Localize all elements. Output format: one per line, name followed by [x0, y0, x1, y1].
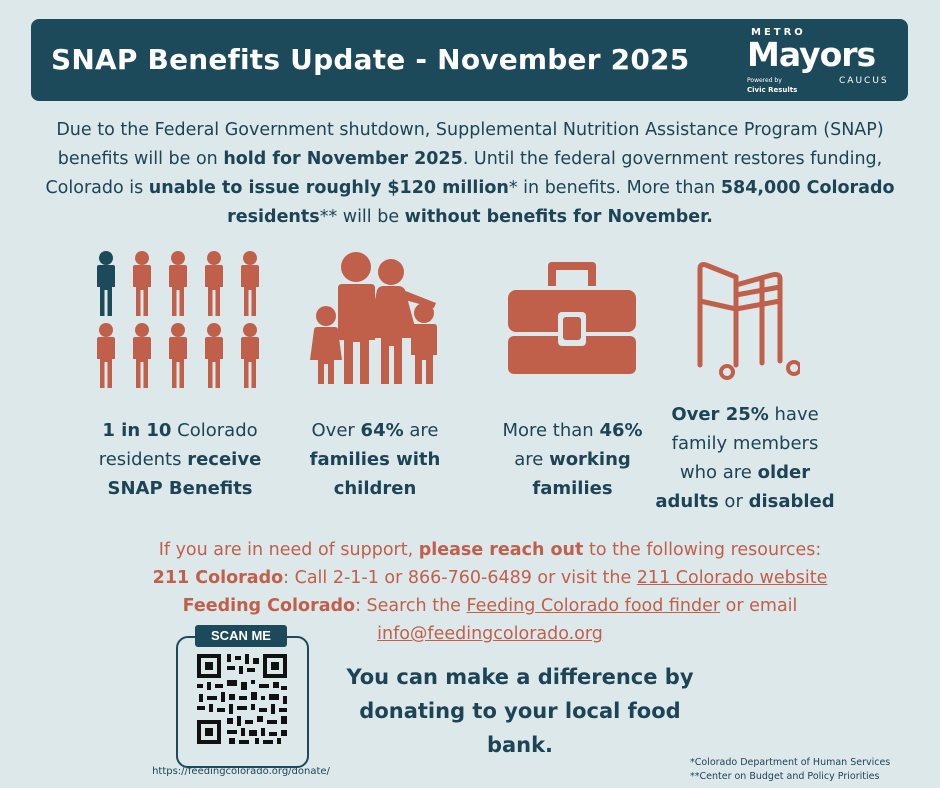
donate-message: You can make a difference by donating to your local food bank. [346, 665, 694, 757]
scan-me-label: SCAN ME [195, 625, 287, 647]
qr-code-frame [176, 636, 309, 768]
colorado-211-website-link[interactable]: 211 Colorado website [636, 568, 828, 588]
intro-paragraph: Due to the Federal Government shutdown, Supplemental Nutrition Assistance Program (SNAP) benefits will be on hold for November 2025. Until the federal government restores funding, Colorado is unable to issue roughly $120 million* in benefits. More than 584,000 Colorado residents** will be without benefits for November. [45, 120, 895, 227]
page-title: SNAP Benefits Update - November 2025 [51, 43, 690, 76]
qr-code[interactable] [197, 654, 287, 744]
stat-older-adults-disabled: Over 25% have family members who are older adults or disabled [655, 404, 835, 512]
qr-url: https://feedingcolorado.org/donate/ [152, 766, 330, 777]
email-link[interactable]: info@feedingcolorado.org [377, 624, 603, 644]
people-grid-icon [92, 250, 266, 390]
support-intro-line: If you are in need of support, please reach out to the following resources: [158, 540, 822, 560]
stat-families-with-children: Over 64% are families with children [309, 420, 441, 499]
family-icon [305, 250, 445, 390]
walker-icon [690, 255, 800, 383]
stat-working-families: More than 46% are working families [502, 420, 643, 499]
footnote-cdhs: *Colorado Department of Human Services [690, 757, 891, 768]
colorado-211-line: 211 Colorado: Call 2-1-1 or 866-760-6489 or visit the 211 Colorado website [152, 568, 828, 588]
feeding-colorado-line: Feeding Colorado: Search the Feeding Colorado food finder or email [182, 596, 798, 616]
footnotes [690, 756, 930, 784]
footnote-cbpp: **Center on Budget and Policy Priorities [690, 771, 880, 782]
stat-receive-snap: 1 in 10 Colorado residents receive SNAP Benefits [98, 420, 262, 499]
food-finder-link[interactable]: Feeding Colorado food finder [466, 596, 721, 616]
header-banner [31, 19, 908, 101]
toolbox-icon [508, 262, 636, 374]
metro-mayors-caucus-logo: METRO Mayors CAUCUS Powered by Civic Results [747, 27, 889, 94]
